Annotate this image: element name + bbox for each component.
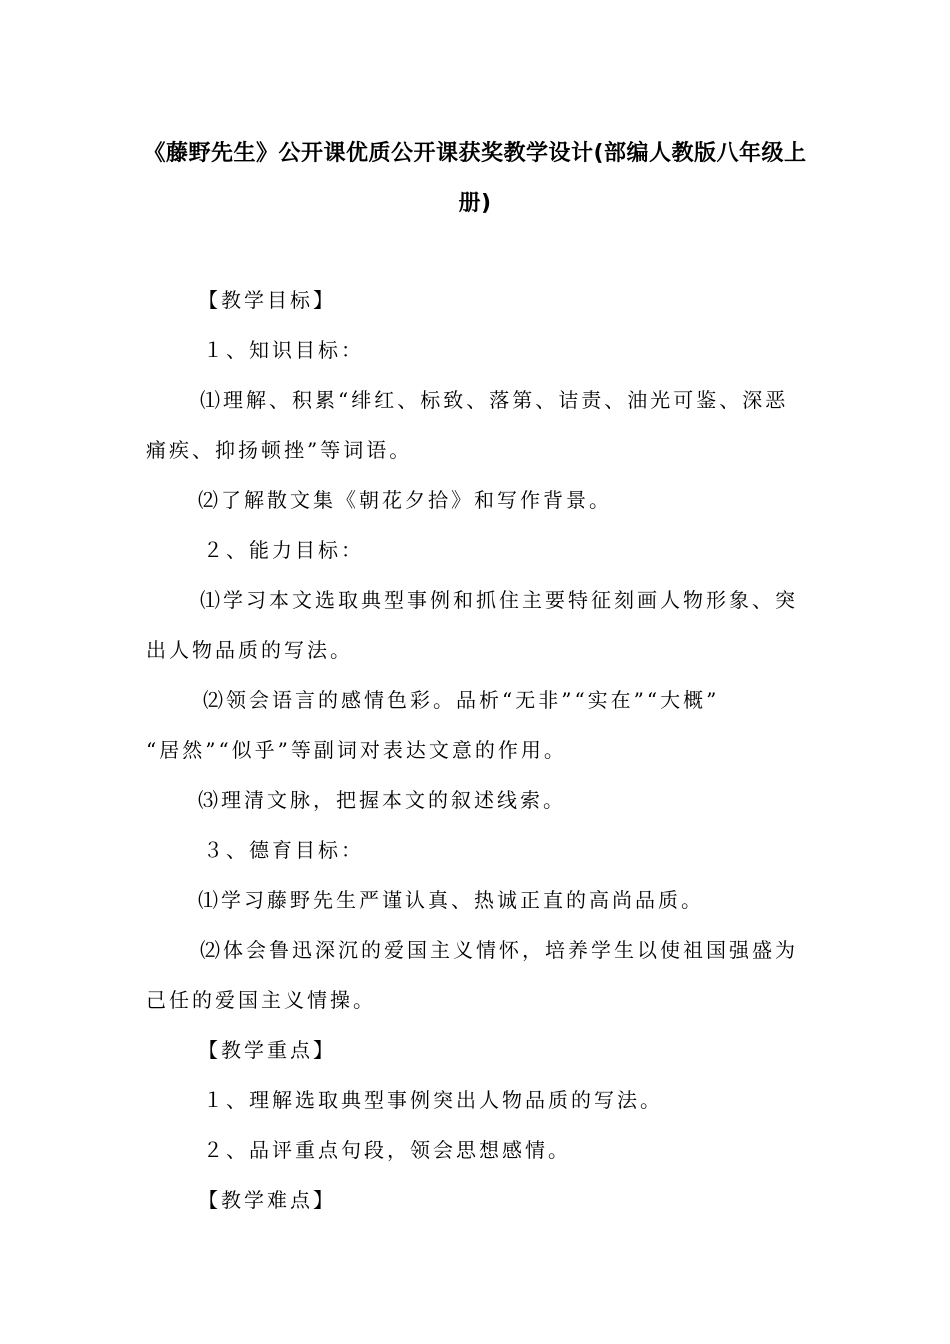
goal-ability-heading: ２、能力目标： (203, 538, 364, 562)
paragraph-line: １、理解选取典型事例突出人物品质的写法。 (203, 1088, 663, 1112)
paragraph-line: “居然”“似乎”等副词对表达文意的作用。 (146, 738, 567, 762)
paragraph-line: ⑴学习藤野先生严谨认真、热诚正直的高尚品质。 (198, 888, 704, 912)
paragraph-line: ⑵体会鲁迅深沉的爱国主义情怀，培养学生以使祖国强盛为 (200, 938, 798, 962)
section-heading-key-points: 【教学重点】 (198, 1038, 336, 1062)
paragraph-line: 痛疾、抑扬顿挫”等词语。 (146, 438, 413, 462)
document-title-line-1: 《藤野先生》公开课优质公开课获奖教学设计(部编人教版八年级上 (143, 141, 807, 166)
paragraph-line: 己任的爱国主义情操。 (146, 988, 376, 1012)
paragraph-line: ⑶理清文脉，把握本文的叙述线索。 (198, 788, 566, 812)
paragraph-line: ⑴理解、积累“绯红、标致、落第、诘责、油光可鉴、深恶 (200, 388, 789, 412)
section-heading-difficulties: 【教学难点】 (198, 1188, 336, 1212)
goal-moral-heading: ３、德育目标： (203, 838, 364, 862)
goal-knowledge-heading: １、知识目标： (203, 338, 364, 362)
paragraph-line: ⑵了解散文集《朝花夕拾》和写作背景。 (198, 488, 612, 512)
paragraph-line: ２、品评重点句段，领会思想感情。 (203, 1138, 571, 1162)
paragraph-line: 出人物品质的写法。 (146, 638, 353, 662)
section-heading-teaching-goals: 【教学目标】 (198, 288, 336, 312)
document-title-line-2: 册) (458, 191, 492, 216)
paragraph-line: ⑵领会语言的感情色彩。品析“无非”“实在”“大概” (203, 688, 720, 712)
paragraph-line: ⑴学习本文选取典型事例和抓住主要特征刻画人物形象、突 (200, 588, 798, 612)
